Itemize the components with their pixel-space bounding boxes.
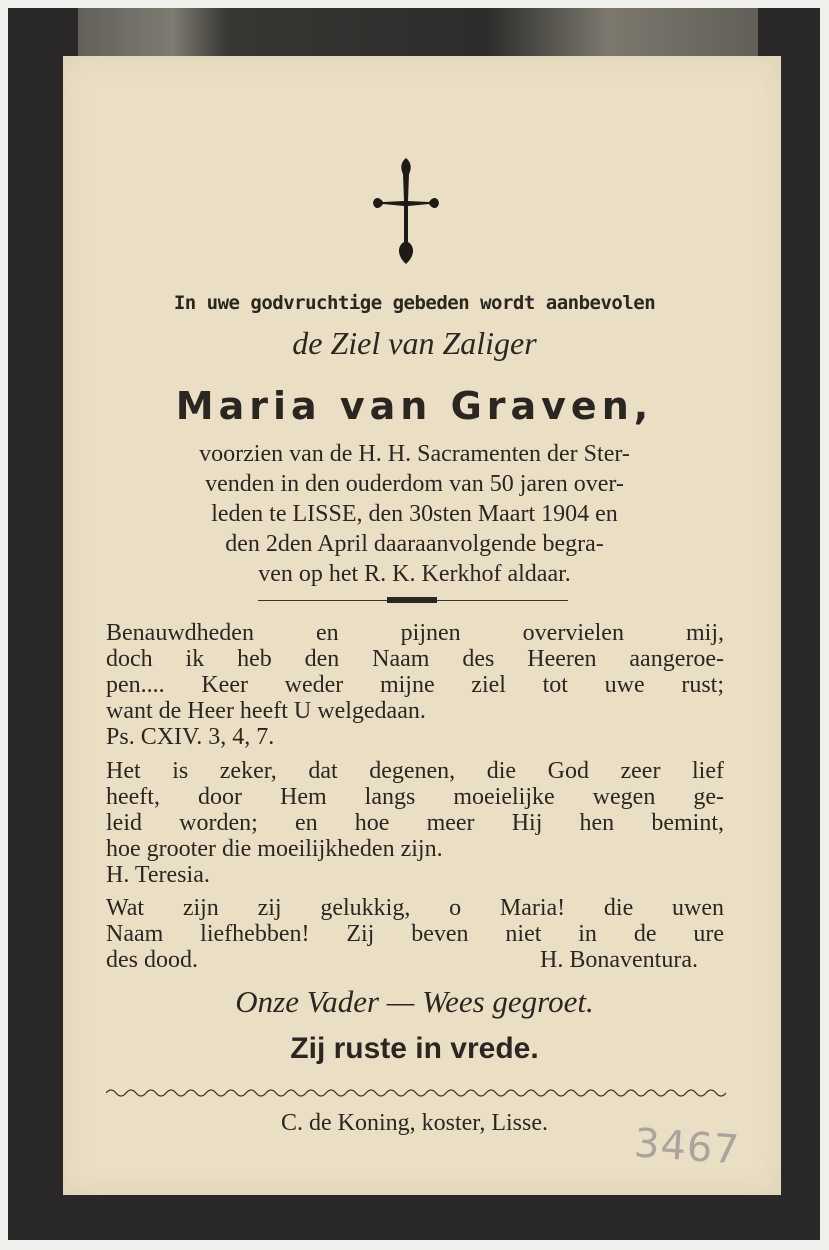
quote-line: Naam liefhebben! Zij beven niet in de ure xyxy=(106,921,724,947)
quote-line: pen.... Keer weder mijne ziel tot uwe rust; xyxy=(106,672,724,698)
quote-line: heeft, door Hem langs moeielijke wegen ge- xyxy=(106,784,724,810)
quote-line: leid worden; en hoe meer Hij hen bemint, xyxy=(106,810,724,836)
quote-citation: H. Teresia. xyxy=(106,862,210,888)
quote-line: want de Heer heeft U welgedaan. xyxy=(106,698,426,724)
divider-ornament xyxy=(387,597,437,603)
border-wear xyxy=(78,8,758,56)
announcement-line: leden te LISSE, den 30sten Maart 1904 en xyxy=(211,501,618,527)
soul-line: de Ziel van Zaliger xyxy=(292,325,537,361)
cross-icon xyxy=(371,156,441,266)
quote-line: Wat zijn zij gelukkig, o Maria! die uwen xyxy=(106,895,724,921)
teresia-quote xyxy=(106,758,724,888)
quote-last-row xyxy=(106,947,724,973)
prayer-line: Onze Vader — Wees gegroet. xyxy=(235,984,594,1019)
bonaventura-quote xyxy=(106,895,724,973)
quote-line: doch ik heb den Naam des Heeren aangeroe- xyxy=(106,646,724,672)
quote-citation: Ps. CXIV. 3, 4, 7. xyxy=(106,724,275,750)
quote-citation: H. Bonaventura. xyxy=(540,947,698,973)
quote-line: Benauwdheden en pijnen overvielen mij, xyxy=(106,620,724,646)
quote-line: des dood. xyxy=(106,947,198,973)
announcement-line: ven op het R. K. Kerkhof aldaar. xyxy=(258,561,571,587)
rest-in-peace: Zij ruste in vrede. xyxy=(290,1032,539,1065)
announcement-line: den 2den April daaraanvolgende begra- xyxy=(225,531,604,557)
quote-line: hoe grooter die moeilijkheden zijn. xyxy=(106,836,443,862)
deceased-name: Maria van Graven, xyxy=(175,384,654,428)
announcement-line: venden in den ouderdom van 50 jaren over- xyxy=(205,471,624,497)
printer-credit: C. de Koning, koster, Lisse. xyxy=(280,1110,548,1136)
pencil-annotation: 3467 xyxy=(632,1120,742,1174)
announcement-line: voorzien van de H. H. Sacramenten der Ster- xyxy=(199,441,630,467)
quote-line: Het is zeker, dat degenen, die God zeer lief xyxy=(106,758,724,784)
intro-text: In uwe godvruchtige gebeden wordt aanbevolen xyxy=(173,292,656,314)
wavy-divider xyxy=(106,1086,726,1100)
psalm-quote xyxy=(106,620,724,750)
